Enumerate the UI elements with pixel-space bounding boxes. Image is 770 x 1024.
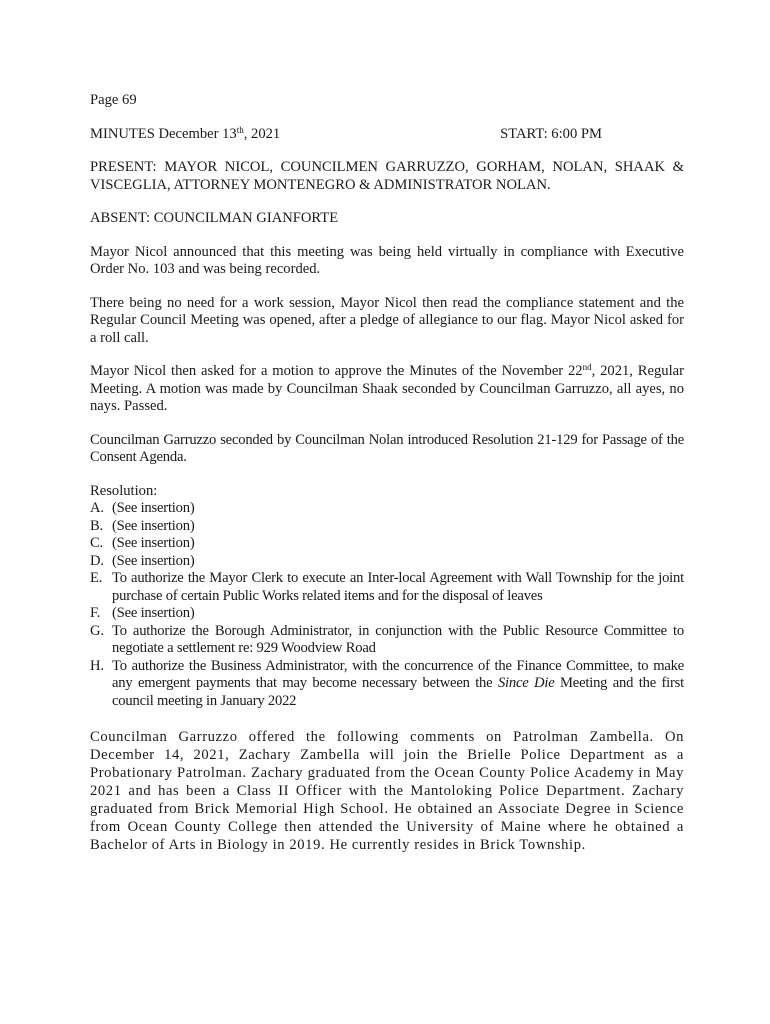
minutes-approval-paragraph: Mayor Nicol then asked for a motion to approve the Minutes of the November 22nd, 2021, Regular Meeting. A motion was made by Councilman Shaak seconded by Councilman Garruzzo, all ayes, no nays. Passed.: [90, 362, 684, 414]
resolution-heading: Resolution:: [90, 482, 158, 499]
resolution-item: D. (See insertion): [90, 552, 195, 569]
resolution-item: E. To authorize the Mayor Clerk to execute an Inter-local Agreement with Wall Township for the joint purchase of certain Public Works related items and for the disposal of leaves: [90, 570, 684, 604]
resolution-item: H. To authorize the Business Administrator, with the concurrence of the Finance Committee, to make any emergent payments that may become necessary between the Since Die Meeting and the first council meeting in January 2022: [90, 657, 684, 709]
resolution-item: F. (See insertion): [90, 605, 195, 621]
work-session-paragraph: There being no need for a work session, Mayor Nicol then read the compliance statement and the Regular Council Meeting was opened, after a pledge of allegiance to our flag. Mayor Nicol asked for a roll call.: [90, 294, 684, 346]
present-list: PRESENT: MAYOR NICOL, COUNCILMEN GARRUZZO, GORHAM, NOLAN, SHAAK & VISCEGLIA, ATTORNEY MONTENEGRO & ADMINISTRATOR NOLAN.: [90, 159, 684, 193]
minutes-header: [90, 126, 684, 144]
resolution-list: [90, 500, 684, 710]
consent-agenda-paragraph: Councilman Garruzzo seconded by Councilman Nolan introduced Resolution 21-129 for Passage of the Consent Agenda.: [90, 431, 684, 465]
resolution-item: A. (See insertion): [90, 500, 195, 516]
page-number: Page 69: [90, 92, 137, 108]
document-body: [90, 92, 684, 854]
resolution-item: G. To authorize the Borough Administrator, in conjunction with the Public Resource Committee to negotiate a settlement re: 929 Woodview Road: [90, 622, 684, 656]
resolution-item: B. (See insertion): [90, 517, 195, 534]
resolution-item: C. (See insertion): [90, 535, 195, 551]
virtual-meeting-paragraph: Mayor Nicol announced that this meeting was being held virtually in compliance with Executive Order No. 103 and was being recorded.: [90, 243, 684, 277]
start-time: START: 6:00 PM: [500, 125, 602, 142]
patrolman-comments-paragraph: Councilman Garruzzo offered the following comments on Patrolman Zambella. On December 14, 2021, Zachary Zambella will join the Brielle Police Department as a Probationary Patrolman. Zachary graduated from the Ocean County Police Academy in May 2021 and has been a Class II Officer with the Mantoloking Police Department. Zachary graduated from Brick Memorial High School. He obtained an Associate Degree in Science from Ocean County College then attended the University of Maine where he obtained a Bachelor of Arts in Biology in 2019. He currently resides in Brick Township.: [90, 729, 684, 853]
absent-list: ABSENT: COUNCILMAN GIANFORTE: [90, 210, 339, 226]
minutes-date: MINUTES December 13th, 2021: [90, 124, 281, 142]
